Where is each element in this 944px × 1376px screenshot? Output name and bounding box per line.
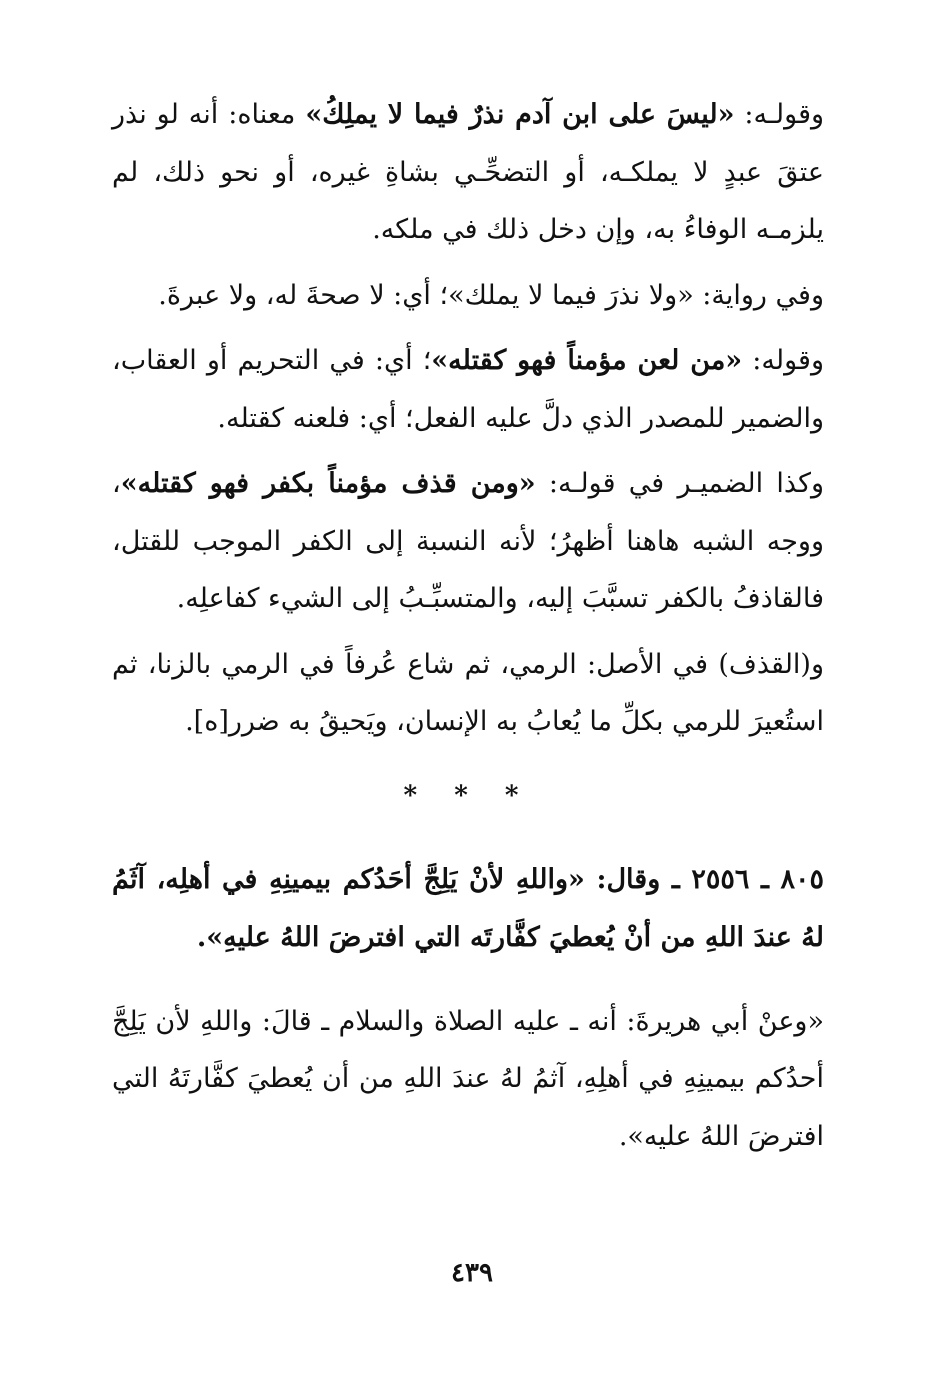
section-separator: * * * — [403, 780, 533, 811]
page-body — [112, 86, 824, 1173]
paragraph-3-quote: «من لعن مؤمناً فهو كقتله» — [431, 345, 743, 376]
paragraph-1-text-start: وقولـه: — [734, 99, 825, 130]
paragraph-4-text-end: ، ووجه الشبه هاهنا أظهرُ؛ لأنه النسبة إلى الكفر الموجب للقتل، فالقاذفُ بالكفر تسبَّبَ إليه، والمتسبِّـبُ إلى الشيء كفاعلِه. — [112, 468, 824, 614]
paragraph-5 — [112, 636, 824, 751]
page-number: ٤٣٩ — [451, 1258, 493, 1288]
paragraph-3-text-end: ؛ أي: في التحريم أو العقاب، والضمير للمصدر الذي دلَّ عليه الفعل؛ أي: فلعنه كقتله. — [112, 345, 824, 434]
hadith-heading: ٨٠٥ ـ ٢٥٥٦ ـ وقال: «واللهِ لأنْ يَلِجَّ أحَدُكم بيمينِهِ في أهلِه، آثَمُ لهُ عندَ اللهِ من أنْ يُعطيَ كفَّارتَه التي افترضَ اللهُ عليهِ». — [112, 863, 824, 953]
paragraph-1-text-end: معناه: أنه لو نذر عتقَ عبدٍ لا يملكـه، أو التضحِّـي بشاةِ غيره، أو نحو ذلك، لم يلزمـه الوفاءُ به، وإن دخل ذلك في ملكه. — [112, 99, 824, 245]
paragraph-2 — [112, 267, 824, 325]
paragraph-3-text-start: وقوله: — [742, 345, 824, 376]
paragraph-1 — [112, 86, 824, 259]
hadith-text: «وعنْ أبي هريرةَ: أنه ـ عليه الصلاة والسلام ـ قالَ: واللهِ لأن يَلِجَّ أحدُكم بيمينِهِ في أهلِهِ، آثمُ لهُ عندَ اللهِ من أن يُعطيَ كفَّارتَهُ التي افترضَ اللهُ عليه». — [112, 1005, 824, 1152]
paragraph-3 — [112, 332, 824, 447]
paragraph-2-text: وفي رواية: «ولا نذرَ فيما لا يملك»؛ أي: لا صحةَ له، ولا عبرةَ. — [158, 279, 824, 311]
paragraph-4 — [112, 455, 824, 628]
paragraph-5-text: و(القذف) في الأصل: الرمي، ثم شاع عُرفاً في الرمي بالزنا، ثم استُعيرَ للرمي بكلِّ ما يُعابُ به الإنسان، ويَحيقُ به ضرر[ه]. — [112, 648, 824, 737]
paragraph-1-quote: «ليسَ على ابن آدم نذرٌ فيما لا يملِكُ» — [305, 99, 735, 130]
paragraph-4-text-start: وكذا الضميـر في قولـه: — [535, 468, 824, 499]
paragraph-4-quote: «ومن قذف مؤمناً بكفر فهو كقتله» — [120, 468, 536, 499]
